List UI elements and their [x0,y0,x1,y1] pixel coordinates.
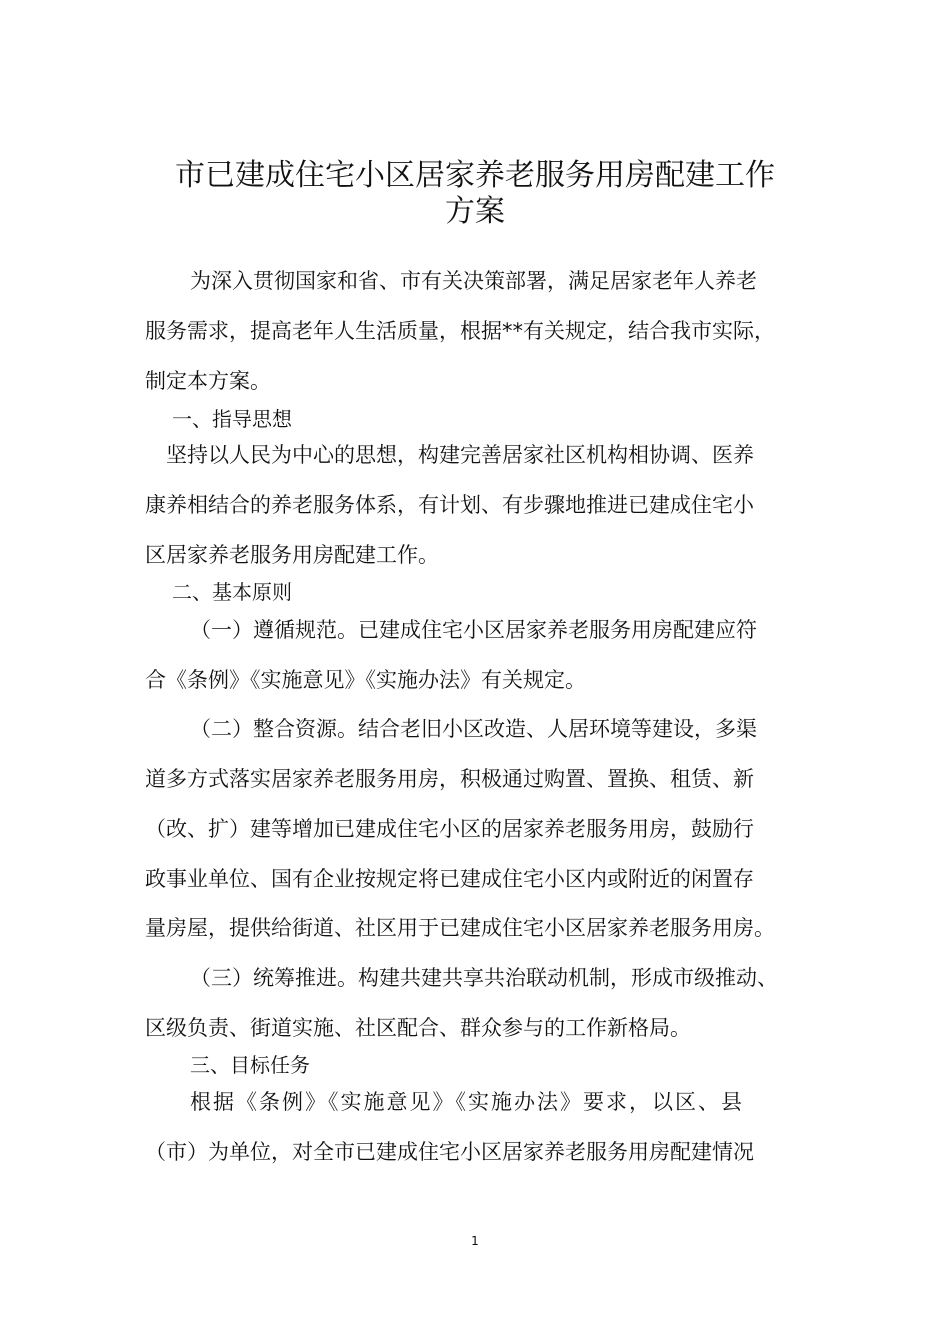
principle3-line-1: （三）统筹推进。构建共建共享共治联动机制，形成市级推动、 [190,966,778,990]
section1-line-3: 区居家养老服务用房配建工作。 [145,543,439,567]
section1-line-2: 康养相结合的养老服务体系，有计划、有步骤地推进已建成住宅小 [145,493,754,517]
section-heading-guiding-thought: 一、指导思想 [172,407,292,431]
principle2-line-2: 道多方式落实居家养老服务用房，积极通过购置、置换、租赁、新 [145,767,754,791]
principle2-line-1: （二）整合资源。结合老旧小区改造、人居环境等建设，多渠 [190,717,757,741]
section1-line-1: 坚持以人民为中心的思想，构建完善居家社区机构相协调、医养 [166,443,754,467]
principle2-line-4: 政事业单位、国有企业按规定将已建成住宅小区内或附近的闲置存 [145,867,754,891]
intro-line-2: 服务需求，提高老年人生活质量，根据**有关规定，结合我市实际， [145,319,775,343]
section-heading-basic-principles: 二、基本原则 [172,580,292,604]
principle1-line-1: （一）遵循规范。已建成住宅小区居家养老服务用房配建应符 [190,618,757,642]
section3-line-2: （市）为单位，对全市已建成住宅小区居家养老服务用房配建情况 [145,1140,754,1164]
principle2-line-5: 量房屋，提供给街道、社区用于已建成住宅小区居家养老服务用房。 [145,916,775,940]
principle1-line-2: 合《条例》《实施意见》《实施办法》有关规定。 [145,668,586,692]
intro-line-3: 制定本方案。 [145,369,271,393]
principle2-line-3: （改、扩）建等增加已建成住宅小区的居家养老服务用房，鼓励行 [145,817,754,841]
principle3-line-2: 区级负责、街道实施、社区配合、群众参与的工作新格局。 [145,1016,691,1040]
section-heading-objectives: 三、目标任务 [190,1053,310,1077]
section3-line-1: 根据《条例》《实施意见》《实施办法》要求，以区、县 [190,1090,744,1114]
document-title-line-2: 方案 [445,194,505,229]
document-title-line-1: 市已建成住宅小区居家养老服务用房配建工作 [175,158,775,193]
page-number: 1 [471,1234,479,1248]
intro-line-1: 为深入贯彻国家和省、市有关决策部署，满足居家老年人养老 [190,269,757,293]
